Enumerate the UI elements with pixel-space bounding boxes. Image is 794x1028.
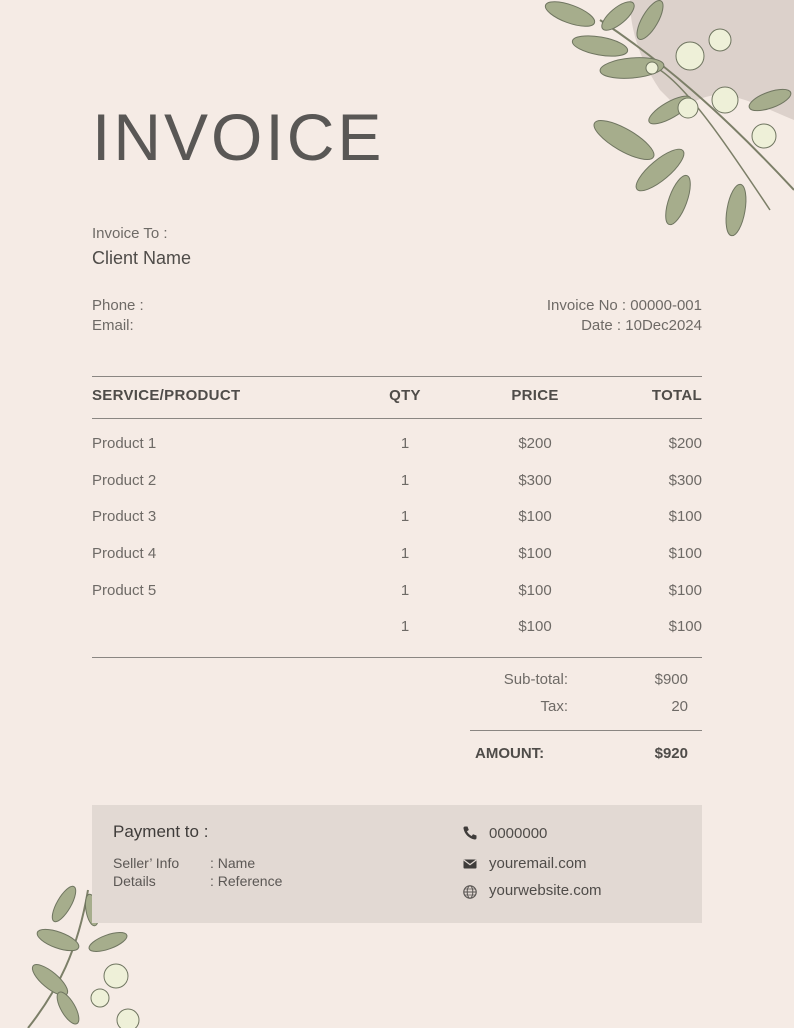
email-label: Email: (92, 317, 134, 334)
row-price: $100 (518, 618, 552, 635)
row-total: $200 (668, 435, 702, 452)
row-total: $300 (668, 472, 702, 489)
row-price: $200 (518, 435, 552, 452)
row-price: $100 (518, 582, 552, 599)
row-product: Product 1 (92, 435, 157, 452)
invoice-title: INVOICE (92, 100, 385, 174)
row-total: $100 (668, 582, 702, 599)
row-qty: 1 (400, 582, 410, 599)
details-value: : Reference (210, 873, 283, 889)
row-product: Product 4 (92, 545, 157, 562)
envelope-icon (462, 856, 478, 872)
payment-email: youremail.com (489, 855, 587, 872)
row-total: $100 (668, 508, 702, 525)
amount-value: $920 (654, 745, 688, 762)
header-total: TOTAL (651, 387, 702, 404)
table-header-divider (92, 418, 702, 419)
row-product: Product 5 (92, 582, 157, 599)
row-price: $100 (518, 508, 552, 525)
row-price: $300 (518, 472, 552, 489)
phone-icon (462, 825, 478, 841)
row-product: Product 2 (92, 472, 157, 489)
botanical-decoration-top-icon (540, 0, 794, 240)
invoice-number: Invoice No : 00000-001 (546, 297, 702, 314)
row-qty: 1 (400, 545, 410, 562)
subtotal-label: Sub-total: (503, 671, 568, 688)
row-product: Product 3 (92, 508, 157, 525)
payment-title: Payment to : (113, 822, 209, 841)
header-price: PRICE (511, 387, 559, 404)
tax-label: Tax: (540, 698, 568, 715)
amount-label: AMOUNT: (475, 745, 545, 762)
header-qty: QTY (389, 387, 421, 404)
amount-divider (470, 730, 702, 731)
invoice-to-label: Invoice To : (92, 225, 168, 242)
row-qty: 1 (400, 435, 410, 452)
header-service-product: SERVICE/PRODUCT (92, 387, 241, 404)
seller-info-value: : Name (210, 855, 256, 871)
invoice-date: Date : 10Dec2024 (581, 317, 702, 334)
table-bottom-divider (92, 657, 702, 658)
client-name: Client Name (92, 248, 192, 268)
row-qty: 1 (400, 472, 410, 489)
row-price: $100 (518, 545, 552, 562)
subtotal-value: $900 (654, 671, 688, 688)
row-qty: 1 (400, 508, 410, 525)
tax-value: 20 (671, 698, 688, 715)
phone-label: Phone : (92, 297, 144, 314)
globe-icon (462, 884, 478, 900)
seller-info-label: Seller’ Info (113, 855, 180, 871)
table-top-divider (92, 376, 702, 377)
details-label: Details (113, 873, 156, 889)
payment-phone: 0000000 (489, 825, 548, 842)
row-total: $100 (668, 618, 702, 635)
row-qty: 1 (400, 618, 410, 635)
row-total: $100 (668, 545, 702, 562)
payment-website: yourwebsite.com (489, 882, 602, 899)
